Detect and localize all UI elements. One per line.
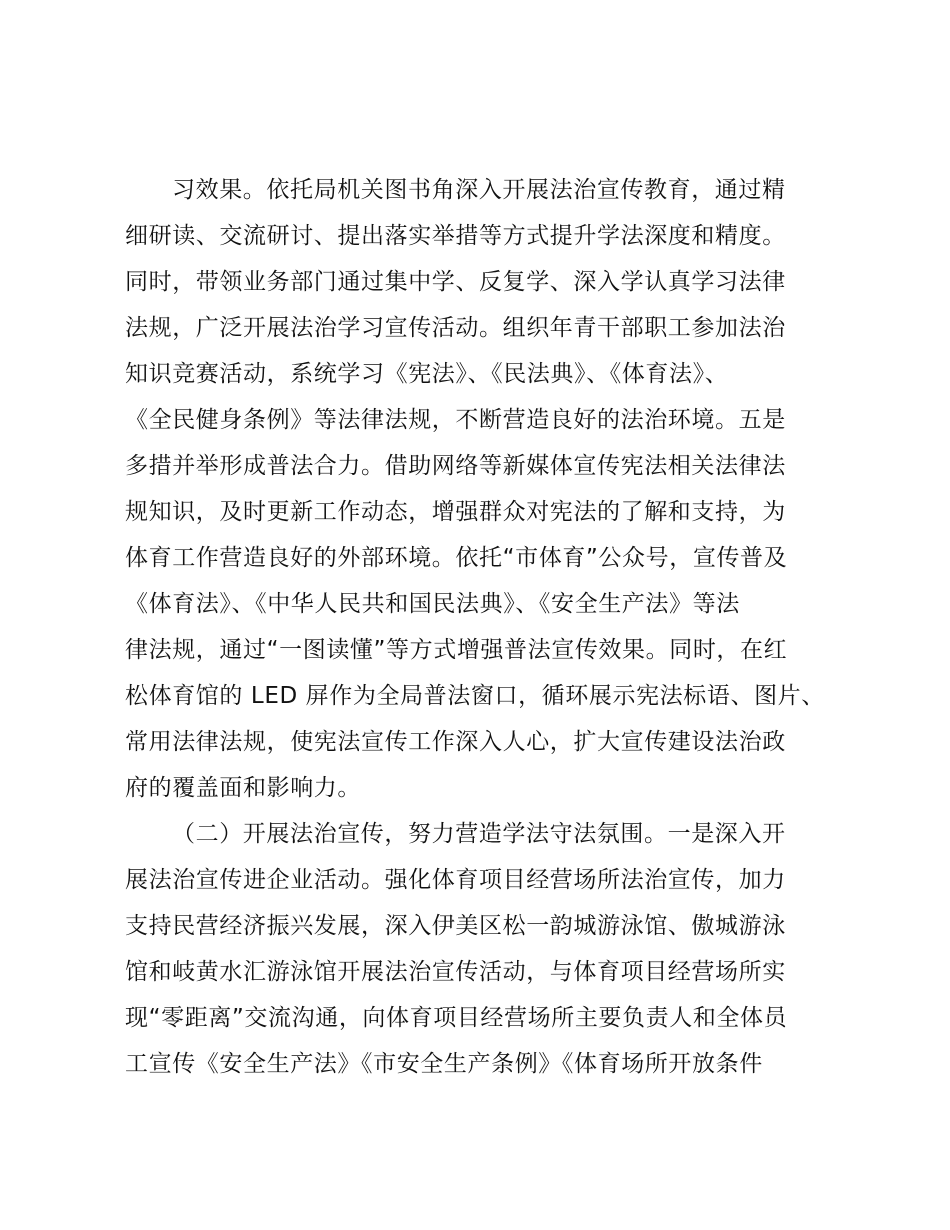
text-line: 展法治宣传进企业活动。强化体育项目经营场所法治宣传，加力 — [125, 867, 786, 893]
text-line: 习效果。依托局机关图书角深入开展法治宣传教育，通过精 — [172, 177, 786, 203]
text-line: 松体育馆的 LED 屏作为全局普法窗口，循环展示宪法标语、图片、 — [125, 683, 825, 709]
text-line: 规知识，及时更新工作动态，增强群众对宪法的了解和支持，为 — [125, 499, 786, 525]
text-line: 府的覆盖面和影响力。 — [125, 775, 361, 801]
text-line: 细研读、交流研讨、提出落实举措等方式提升学法深度和精度。 — [125, 223, 786, 249]
text-line: 多措并举形成普法合力。借助网络等新媒体宣传宪法相关法律法 — [125, 453, 786, 479]
text-line: 律法规，通过“一图读懂”等方式增强普法宣传效果。同时，在红 — [125, 637, 788, 663]
text-line: 同时，带领业务部门通过集中学、反复学、深入学认真学习法律 — [125, 269, 786, 295]
text-line: 工宣传《安全生产法》《市安全生产条例》《体育场所开放条件 — [125, 1051, 763, 1077]
text-line: 知识竞赛活动，系统学习《宪法》、《民法典》、《体育法》、 — [125, 361, 729, 387]
text-line: 法规，广泛开展法治学习宣传活动。组织年青干部职工参加法治 — [125, 315, 786, 341]
text-line: 《全民健身条例》等法律法规，不断营造良好的法治环境。五是 — [125, 407, 786, 433]
section-heading-line: （二）开展法治宣传，努力营造学法守法氛围。一是深入开 — [172, 821, 786, 847]
text-line: 现“零距离”交流沟通，向体育项目经营场所主要负责人和全体员 — [125, 1005, 788, 1031]
text-line: 《体育法》、《中华人民共和国民法典》、《安全生产法》等法 — [125, 591, 740, 617]
text-line: 体育工作营造良好的外部环境。依托“市体育”公众号，宣传普及 — [125, 545, 788, 571]
text-line: 常用法律法规，使宪法宣传工作深入人心，扩大宣传建设法治政 — [125, 729, 786, 755]
text-line: 支持民营经济振兴发展，深入伊美区松一韵城游泳馆、傲城游泳 — [125, 913, 786, 939]
text-line: 馆和岐黄水汇游泳馆开展法治宣传活动，与体育项目经营场所实 — [125, 959, 786, 985]
